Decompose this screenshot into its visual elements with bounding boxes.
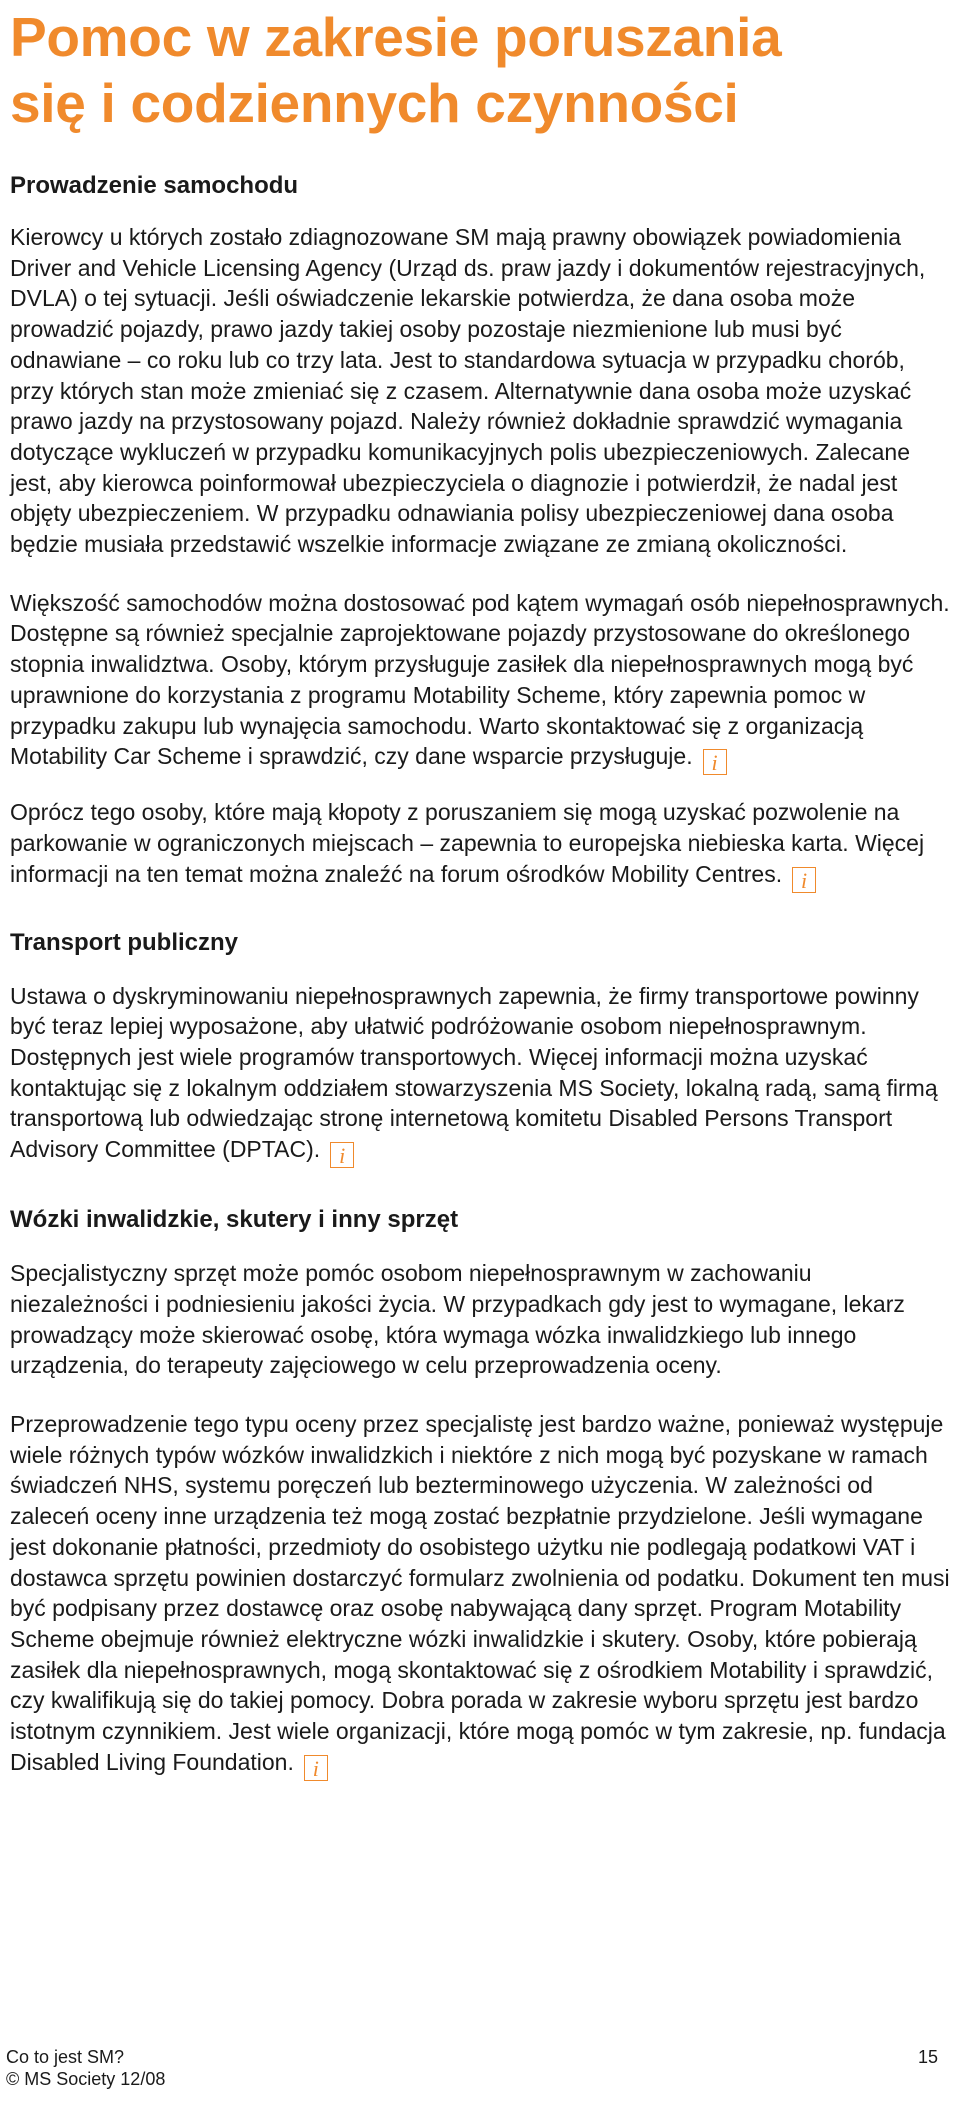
paragraph-motability-cars: Większość samochodów można dostosować pod kątem wymagań osób niepełnosprawnych. Dostępne są również specjalnie zaprojektowane pojazdy przystosowane do określonego stopnia inwalidztwa. Osoby, którym przysługuje zasiłek dla niepełnosprawnych mogą być uprawnione do korzystania z programu Motability Scheme, który zapewnia pomoc w przypadku zakupu lub wynajęcia samochodu. Warto skontaktować się z organizacją Motability Car Scheme i sprawdzić, czy dane wsparcie przysługuje. i [10, 589, 950, 776]
info-icon[interactable]: i [703, 749, 727, 775]
page-title-line-2: się i codziennych czynności [10, 72, 739, 134]
paragraph-public-transport: Ustawa o dyskryminowaniu niepełnosprawnych zapewnia, że firmy transportowe powinny być teraz lepiej wyposażone, aby ułatwić podróżowanie osobom niepełnosprawnym. Dostępnych jest wiele programów transportowych. Więcej informacji można uzyskać kontaktując się z lokalnym oddziałem stowarzyszenia MS Society, lokalną radą, samą firmą transportową lub odwiedzając stronę internetową komitetu Disabled Persons Transport Advisory Committee (DPTAC). i [10, 982, 938, 1169]
page-title-line-1: Pomoc w zakresie poruszania [10, 6, 782, 68]
paragraph-driving-license: Kierowcy u których zostało zdiagnozowane SM mają prawny obowiązek powiadomienia Driver and Vehicle Licensing Agency (Urząd ds. praw jazdy i dokumentów rejestracyjnych, DVLA) o tej sytuacji. Jeśli oświadczenie lekarskie potwierdza, że dana osoba może prowadzić pojazdy, prawo jazdy takiej osoby pozostaje niezmienione lub musi być odnawiane – co roku lub co trzy lata. Jest to standardowa sytuacja w przypadku chorób, przy których stan może zmieniać się z czasem. Alternatywnie dana osoba może uzyskać prawo jazdy na przystosowany pojazd. Należy również dokładnie sprawdzić wymagania dotyczące wykluczeń w przypadku komunikacyjnych polis ubezpieczeniowych. Zalecane jest, aby kierowca poinformował ubezpieczyciela o diagnozie i potwierdził, że nadal jest objęty ubezpieczeniem. W przypadku odnawiania polisy ubezpieczeniowej dana osoba będzie musiała przedstawić wszelkie informacje związane ze zmianą okoliczności. [10, 224, 926, 558]
section-public-transport [10, 927, 950, 1169]
paragraph-blue-badge: Oprócz tego osoby, które mają kłopoty z poruszaniem się mogą uzyskać pozwolenie na parkowanie w ograniczonych miejscach – zapewnia to europejska niebieska karta. Więcej informacji na ten temat można znaleźć na forum ośrodków Mobility Centres. i [10, 799, 925, 893]
paragraph-specialist-equipment: Specjalistyczny sprzęt może pomóc osobom niepełnosprawnym w zachowaniu niezależności i podniesieniu jakości życia. W przypadkach gdy jest to wymagane, lekarz prowadzący może skierować osobę, która wymaga wózka inwalidzkiego lub innego urządzenia, do terapeuty zajęciowego w celu przeprowadzenia oceny. [10, 1260, 905, 1379]
info-icon[interactable]: i [792, 867, 816, 893]
section-heading-wheelchairs: Wózki inwalidzkie, skutery i inny sprzęt [10, 1206, 459, 1234]
paragraph-assessment: Przeprowadzenie tego typu oceny przez specjalistę jest bardzo ważne, ponieważ występuje wiele różnych typów wózków inwalidzkich i niektóre z nich mogą być pozyskane w ramach świadczeń NHS, systemu poręczeń lub bezterminowego użyczenia. W zależności od zaleceń oceny inne urządzenia też mogą zostać bezpłatnie przydzielone. Jeśli wymagane jest dokonanie płatności, przedmioty do osobistego użytku nie podlegają podatkowi VAT i dostawca sprzętu powinien dostarczyć formularz zwolnienia od podatku. Dokument ten musi być podpisany przez dostawcę oraz osobę nabywającą dany sprzęt. Program Motability Scheme obejmuje również elektryczne wózki inwalidzkie i skutery. Osoby, które pobierają zasiłek dla niepełnosprawnych, mogą skontaktować się z ośrodkiem Motability i sprawdzić, czy kwalifikują się do takiej pomocy. Dobra porada w zakresie wyboru sprzętu jest bardzo istotnym czynnikiem. Jest wiele organizacji, które mogą pomóc w tym zakresie, np. fundacja Disabled Living Foundation. i [10, 1410, 950, 1781]
document-page [10, 0, 950, 1781]
page-title [10, 0, 950, 136]
section-wheelchairs [10, 1204, 950, 1781]
info-icon[interactable]: i [304, 1755, 328, 1781]
section-driving [10, 170, 950, 893]
page-number: 15 [917, 2047, 938, 2067]
section-heading-driving: Prowadzenie samochodu [10, 172, 299, 199]
footer-left [6, 2046, 165, 2090]
footer-copyright: © MS Society 12/08 [6, 2069, 166, 2089]
footer-doc-title: Co to jest SM? [6, 2047, 125, 2067]
section-heading-public-transport: Transport publiczny [10, 928, 239, 956]
info-icon[interactable]: i [330, 1142, 354, 1168]
